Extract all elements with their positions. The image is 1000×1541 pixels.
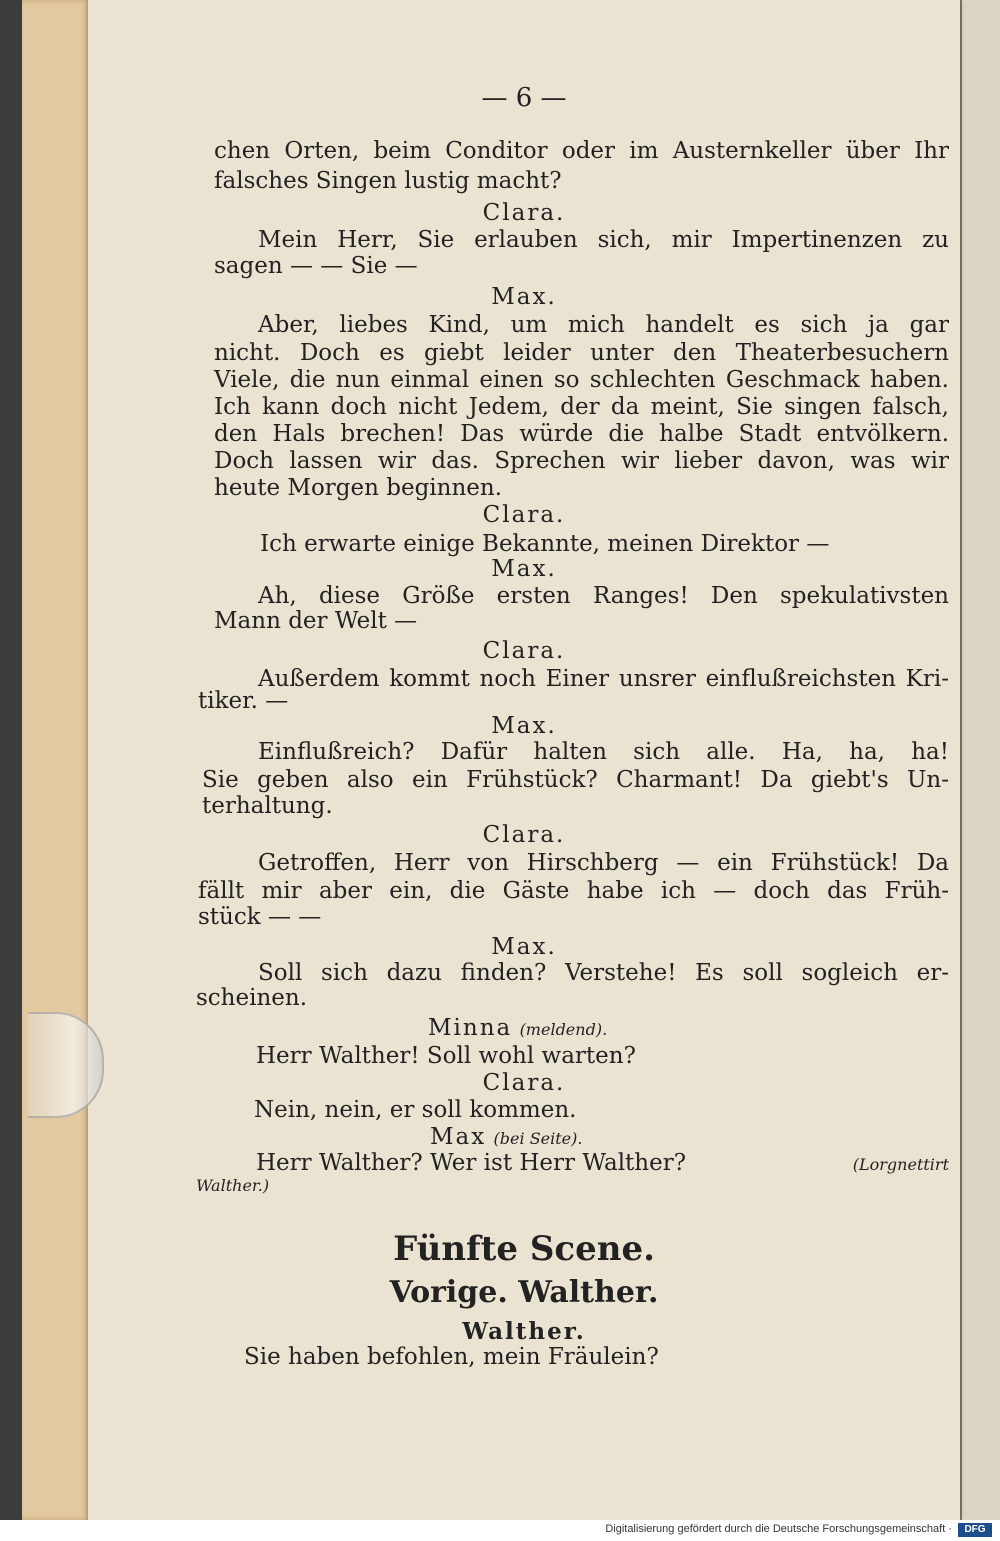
text-line: scheinen.	[196, 985, 308, 1011]
scene-title: Fünfte Scene.	[393, 1229, 655, 1269]
stage-direction: (bei Seite).	[493, 1129, 583, 1148]
speaker-name: Clara.	[482, 822, 566, 848]
text-line: Ah, diese Größe ersten Ranges! Den spekulativsten	[258, 583, 949, 609]
text-line: Getroffen, Herr von Hirschberg — ein Frühstück! Da	[258, 850, 949, 876]
text-line: heute Morgen beginnen.	[214, 475, 503, 501]
text-line: Mann der Welt —	[214, 608, 418, 634]
speaker-name: Clara.	[482, 200, 566, 226]
speaker-name: Clara.	[482, 638, 566, 664]
stage-direction: Walther.)	[196, 1176, 270, 1195]
text-line: Ich erwarte einige Bekannte, meinen Direktor —	[260, 531, 830, 557]
book-page	[88, 0, 960, 1520]
text-line: chen Orten, beim Conditor oder im Austernkeller über Ihr	[214, 138, 949, 164]
speaker-name: Walther.	[462, 1318, 586, 1345]
text-line: terhaltung.	[202, 793, 333, 819]
text-line: Sie geben also ein Frühstück? Charmant! Da giebt's Un-	[202, 767, 949, 793]
text-line: falsches Singen lustig macht?	[214, 168, 562, 194]
text-line: Nein, nein, er soll kommen.	[254, 1097, 577, 1123]
text-line: Aber, liebes Kind, um mich handelt es sich ja gar	[258, 312, 949, 338]
page-number: — 6 —	[481, 83, 567, 113]
stage-direction: (Lorgnettirt	[852, 1155, 949, 1174]
text-line: Herr Walther! Soll wohl warten?	[256, 1043, 636, 1069]
text-line: sagen — — Sie —	[214, 253, 418, 279]
funding-credit: Digitalisierung gefördert durch die Deutsche Forschungsgemeinschaft ·	[605, 1523, 952, 1535]
text-line: Sie haben befohlen, mein Fräulein?	[244, 1344, 659, 1370]
text-line	[256, 1152, 949, 1175]
text-line: tiker. —	[198, 688, 289, 714]
speaker-name: Clara.	[482, 1070, 566, 1096]
speaker-line	[428, 1017, 607, 1040]
speaker-line	[430, 1126, 582, 1149]
text-line: fällt mir aber ein, die Gäste habe ich — doch das Früh-	[198, 878, 949, 904]
speaker-name: Clara.	[482, 502, 566, 528]
speaker-name: Max.	[491, 934, 557, 960]
speaker-name: Minna	[428, 1015, 513, 1041]
footer-bar	[0, 1520, 1000, 1541]
speaker-name: Max	[430, 1124, 487, 1150]
text-line: den Hals brechen! Das würde die halbe Stadt entvölkern.	[214, 421, 949, 447]
text-line: Ich kann doch nicht Jedem, der da meint, Sie singen falsch,	[214, 394, 949, 420]
spoken-text: Herr Walther? Wer ist Herr Walther?	[256, 1150, 687, 1176]
text-line: stück — —	[198, 904, 322, 930]
dfg-logo: DFG	[958, 1523, 992, 1537]
text-line: Mein Herr, Sie erlauben sich, mir Impertinenzen zu	[258, 227, 949, 253]
speaker-name: Max.	[491, 284, 557, 310]
text-line: Doch lassen wir das. Sprechen wir lieber davon, was wir	[214, 448, 949, 474]
scene-characters: Vorige. Walther.	[389, 1275, 659, 1310]
book-binding-edge	[22, 0, 90, 1520]
speaker-name: Max.	[491, 556, 557, 582]
text-line: Soll sich dazu finden? Verstehe! Es soll sogleich er-	[258, 960, 949, 986]
text-line: Außerdem kommt noch Einer unsrer einflußreichsten Kri-	[258, 666, 949, 692]
stage-direction: (meldend).	[519, 1020, 608, 1039]
speaker-name: Max.	[491, 713, 557, 739]
next-page-edge	[960, 0, 1000, 1520]
text-line: Viele, die nun einmal einen so schlechten Geschmack haben.	[214, 367, 949, 393]
text-line: Einflußreich? Dafür halten sich alle. Ha, ha, ha!	[258, 739, 949, 765]
text-line: nicht. Doch es giebt leider unter den Theaterbesuchern	[214, 340, 949, 366]
